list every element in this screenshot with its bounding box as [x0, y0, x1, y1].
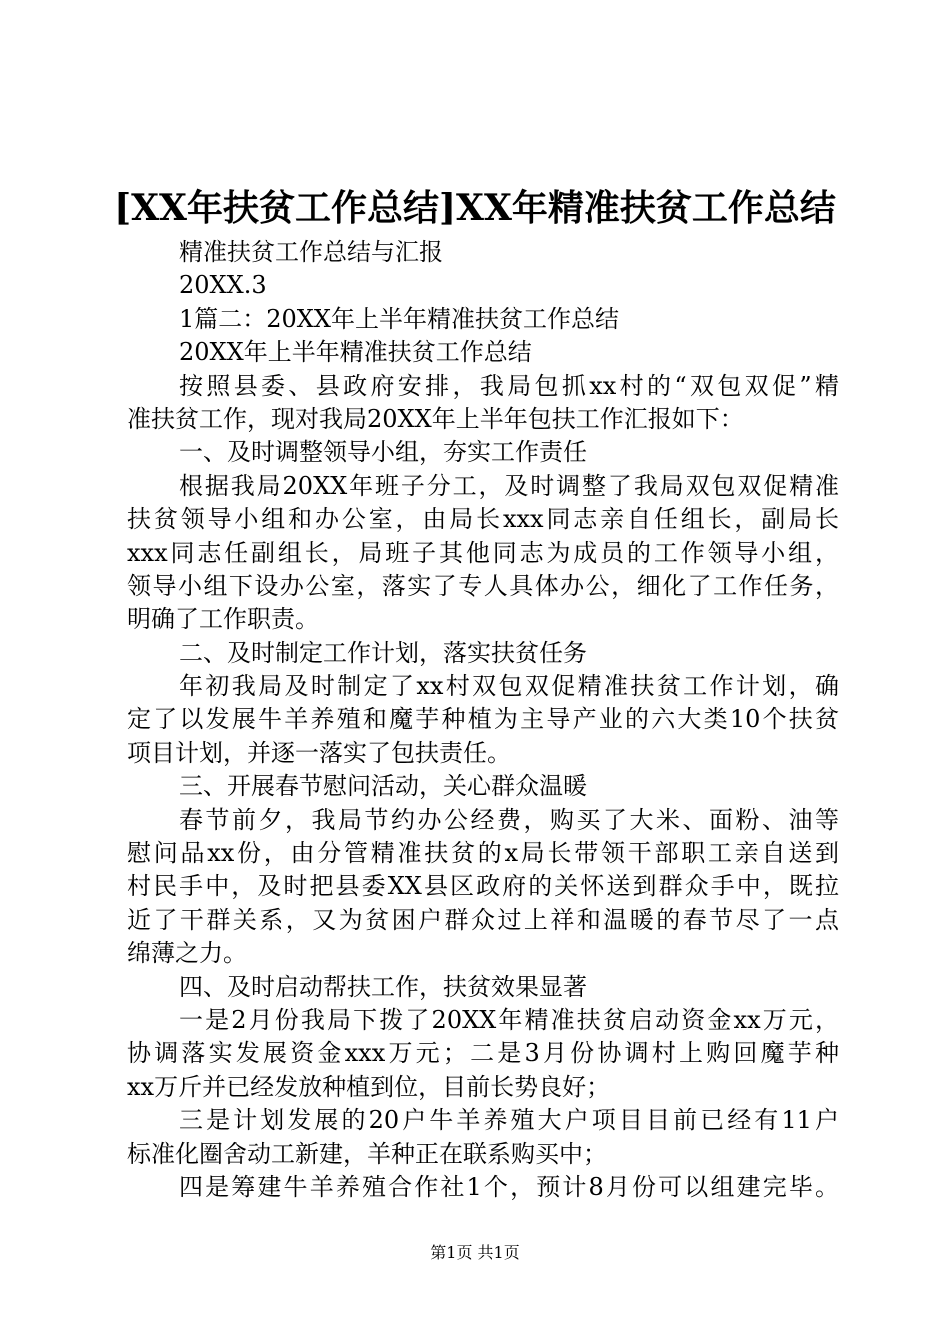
- document-body: [127, 236, 839, 1204]
- body-line: 20XX.3: [179, 271, 267, 300]
- body-line: 三是计划发展的20户牛羊养殖大户项目目前已经有11户: [179, 1106, 839, 1135]
- body-line: 慰问品xx份，由分管精准扶贫的x局长带领干部职工亲自送到: [127, 839, 839, 868]
- body-line: 标准化圈舍动工新建，羊种正在联系购买中；: [127, 1139, 607, 1168]
- body-line: 20XX年上半年精准扶贫工作总结: [179, 338, 532, 367]
- body-line: 项目计划，并逐一落实了包扶责任。: [127, 738, 511, 767]
- body-line: 年初我局及时制定了xx村双包双促精准扶贫工作计划，确: [179, 672, 839, 701]
- body-line: xx万斤并已经发放种植到位，目前长势良好；: [127, 1072, 611, 1101]
- document-title: [XX年扶贫工作总结]XX年精准扶贫工作总结: [114, 187, 836, 229]
- body-line: 扶贫领导小组和办公室，由局长xxx同志亲自任组长，副局长: [127, 505, 839, 534]
- body-line: 村民手中，及时把县委XX县区政府的关怀送到群众手中，既拉: [127, 872, 839, 901]
- body-line: 根据我局20XX年班子分工，及时调整了我局双包双促精准: [179, 471, 839, 500]
- body-line: 四是筹建牛羊养殖合作社1个，预计8月份可以组建完毕。: [179, 1172, 839, 1201]
- body-line: 准扶贫工作，现对我局20XX年上半年包扶工作汇报如下：: [127, 404, 744, 433]
- body-line: 按照县委、县政府安排，我局包抓xx村的“双包双促”精: [179, 371, 839, 400]
- body-line: 四、及时启动帮扶工作，扶贫效果显著: [179, 972, 587, 1001]
- page-footer: 第1页 共1页: [430, 1243, 520, 1262]
- body-line: 二、及时制定工作计划，落实扶贫任务: [179, 638, 587, 667]
- body-line: 定了以发展牛羊养殖和魔芋种植为主导产业的六大类10个扶贫: [127, 705, 839, 734]
- body-line: xxx同志任副组长，局班子其他同志为成员的工作领导小组，: [127, 538, 839, 567]
- body-line: 三、开展春节慰问活动，关心群众温暖: [179, 772, 587, 801]
- body-line: 1篇二：20XX年上半年精准扶贫工作总结: [179, 304, 619, 333]
- body-line: 近了干群关系，又为贫困户群众过上祥和温暖的春节尽了一点: [127, 905, 839, 934]
- body-line: 绵薄之力。: [127, 939, 247, 968]
- body-line: 春节前夕，我局节约办公经费，购买了大米、面粉、油等: [179, 805, 839, 834]
- body-line: 一、及时调整领导小组，夯实工作责任: [179, 438, 587, 467]
- body-line: 领导小组下设办公室，落实了专人具体办公，细化了工作任务，: [127, 571, 839, 600]
- body-line: 明确了工作职责。: [127, 605, 319, 634]
- body-line: 精准扶贫工作总结与汇报: [179, 238, 443, 266]
- body-line: 协调落实发展资金xxx万元；二是3月份协调村上购回魔芋种: [127, 1039, 839, 1068]
- body-line: 一是2月份我局下拨了20XX年精准扶贫启动资金xx万元，: [179, 1005, 839, 1034]
